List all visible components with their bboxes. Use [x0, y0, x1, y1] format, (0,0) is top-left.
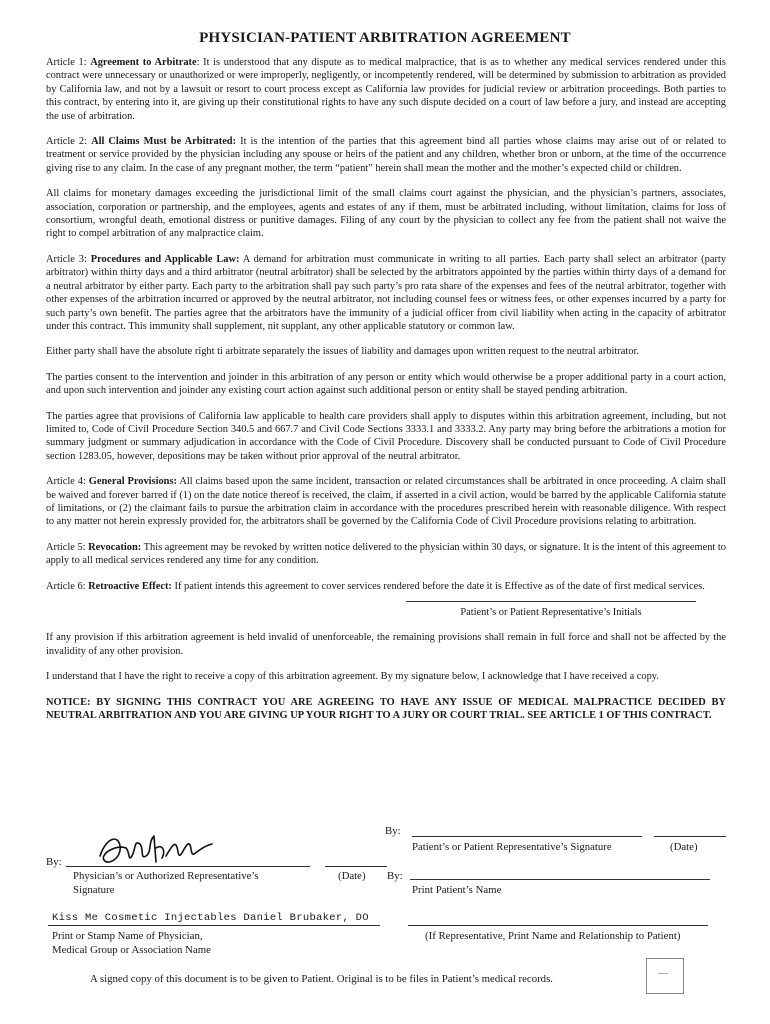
article-1: Article 1: Agreement to Arbitrate: It is understood that any dispute as to medical malpractice, that is as to whether any medical services rendered under this contract were unnecessary or unauthorized or were improperly, negligently, or incompetently rendered, will be determined by submission to arbitration as provided by California law, and not by a lawsuit or resort to court process except as California law provides for judicial review or arbitration proceedings. Both parties to this contract, by entering into it, are giving up their constitutional rights to have any such dispute decided on a court of law before a jury, and instead are accepting the use of arbitration. [46, 57, 726, 122]
article-5-heading: Revocation: [88, 541, 142, 553]
document-title: PHYSICIAN-PATIENT ARBITRATION AGREEMENT [199, 30, 571, 46]
patient-by-label: By: [385, 825, 401, 837]
notice-paragraph: NOTICE: BY SIGNING THIS CONTRACT YOU ARE AGREEING TO HAVE ANY ISSUE OF MEDICAL MALPRACTICE DECIDED BY NEUTRAL ARBITRATION AND YOU ARE GIVING UP YOUR RIGHT TO A JURY OR COURT TRIAL. SEE ARTICLE 1 OF THIS CONTRACT. [46, 696, 726, 722]
stamp-box-mark: — [658, 968, 668, 979]
patient-signature-label: Patient’s or Patient Representative’s Signature [412, 841, 612, 853]
patient-signature-line[interactable] [412, 836, 642, 837]
print-patient-name-label: Print Patient’s Name [412, 884, 502, 896]
severability-paragraph: If any provision if this arbitration agreement is held invalid of unenforceable, the remaining provisions shall remain in full force and shall not be affected by the invalidity of any other provision. [46, 632, 726, 657]
footer-note: A signed copy of this document is to be given to Patient. Original is to be files in Patient’s medical records. [90, 973, 553, 985]
physician-name-line [48, 925, 380, 926]
california-law-paragraph: The parties agree that provisions of California law applicable to health care providers shall apply to disputes within this arbitration agreement, including, but not limited to, Code of Civil Procedure Section 340.5 and 667.7 and Civil Code Sections 3333.1 and 3333.2. Any party may bring before the arbitrations a motion for summary judgment or summary adjudication in accordance with the Code of Civil Procedure. Discovery shall be conducted pursuant to Code of Civil Procedure section 1283.05, however, depositions may be taken without prior approval of the neutral arbitrator. [46, 410, 726, 462]
article-6-heading: Retroactive Effect: [88, 580, 172, 592]
physician-name-value[interactable]: Kiss Me Cosmetic Injectables Daniel Brubaker, DO [52, 912, 369, 924]
patient-date-line[interactable] [654, 836, 726, 837]
agreement-body [46, 56, 726, 734]
physician-signature-line[interactable] [66, 866, 310, 867]
physician-signature-label-1: Physician’s or Authorized Representative’s [73, 870, 259, 882]
article-1-heading: Agreement to Arbitrate [90, 57, 197, 68]
article-3: Article 3: Procedures and Applicable Law: A demand for arbitration must communicate in writing to all parties. Each party shall select an arbitrator (party arbitrator) within thirty days and a third arbitrator (neutral arbitrator) shall be selected by the arbitrators appointed by the parties within thirty days of a demand for a neutral arbitrator by either party. Each party to the arbitration shall pay such party’s pro rata share of the expenses and fees of the neutral arbitrator, together with other expenses of the arbitration incurred or approved by the neutral arbitrator, not including counsel fees or witness fees, or other expenses incurred by a party for such party’s own benefit. The parties agree that the arbitrators have the immunity of a judicial officer from civil liability when acting in the capacity of arbitrator under this contract. This immunity shall supplement, nit supplant, any other applicable statutory or common law. [46, 253, 726, 332]
physician-date-label: (Date) [338, 870, 366, 882]
joinder-paragraph: The parties consent to the intervention and joinder in this arbitration of any person or entity which would otherwise be a proper additional party in a court action, and upon such intervention and joinder any existing court action against such additional person or entity shall be stayed pending arbitration. [46, 371, 726, 397]
article-5: Article 5: Revocation: This agreement may be revoked by written notice delivered to the physician within 30 days, or signature. It is the intent of this agreement to apply to all medical services rendered any time for any condition. [46, 541, 726, 567]
physician-name-label-2: Medical Group or Association Name [52, 944, 211, 956]
patient-date-label: (Date) [670, 841, 698, 853]
initials-label: Patient’s or Patient Representative’s Initials [460, 607, 642, 618]
print-name-by-label: By: [387, 870, 403, 882]
claims-paragraph: All claims for monetary damages exceeding the jurisdictional limit of the small claims court against the physician, and the physician’s partners, associates, association, corporation or partnership, and the employees, agents and estates of any if them, must be arbitrated including, without limitation, claims for loss of consortium, wrongful death, emotional distress or punitive damages. Filing of any court by the physician to collect any fee from the patient shall not waive the right to compel arbitration of any malpractice claim. [46, 188, 726, 240]
initials-field[interactable] [46, 601, 696, 619]
article-3-heading: Procedures and Applicable Law: [90, 253, 240, 265]
article-2: Article 2: All Claims Must be Arbitrated: It is the intention of the parties that this agreement bind all parties whose claims may arise out of or related to treatment or service provided by the physician including any spouse or heirs of the patient and any children, whether bron or unborn, at the time of the occurrence giving rise to any claim. In the case of any pregnant mother, the term “patient” herein shall mean the mother and the mother’s expected child or children. [46, 136, 726, 174]
initials-line[interactable] [406, 601, 696, 604]
physician-by-label: By: [46, 856, 62, 868]
article-2-heading: All Claims Must be Arbitrated: [91, 136, 237, 148]
patient-name-line[interactable] [410, 879, 710, 880]
stamp-box [646, 958, 684, 994]
physician-name-label-1: Print or Stamp Name of Physician, [52, 930, 203, 942]
physician-date-line[interactable] [325, 866, 387, 867]
article-4: Article 4: General Provisions: All claims based upon the same incident, transaction or related circumstances shall be arbitrated in once proceeding. A claim shall be waived and forever barred if (1) on the date notice thereof is received, the claim, if asserted in a civil action, would be barred by the applicable California statute of limitations, or (2) the claimant fails to pursue the arbitration claim in accordance with the procedures prescribed herein with reasonable diligence. With respect to any matter not herein expressly provided for, the arbitrators shall be governed by the California Code of Civil Procedure provisions relating to arbitration. [46, 476, 726, 528]
article-4-heading: General Provisions: [88, 476, 177, 488]
acknowledgement-paragraph: I understand that I have the right to receive a copy of this arbitration agreement. By my signature below, I acknowledge that I have received a copy. [46, 671, 659, 683]
representative-label: (If Representative, Print Name and Relationship to Patient) [425, 930, 681, 942]
article-6: Article 6: Retroactive Effect: If patient intends this agreement to cover services rendered before the date it is Effective as of the date of first medical services. [46, 580, 705, 592]
representative-line[interactable] [408, 925, 708, 926]
separate-arbitration-paragraph: Either party shall have the absolute right ti arbitrate separately the issues of liability and damages upon written request to the neutral arbitrator. [46, 346, 639, 358]
physician-signature-label-2: Signature [73, 884, 115, 896]
